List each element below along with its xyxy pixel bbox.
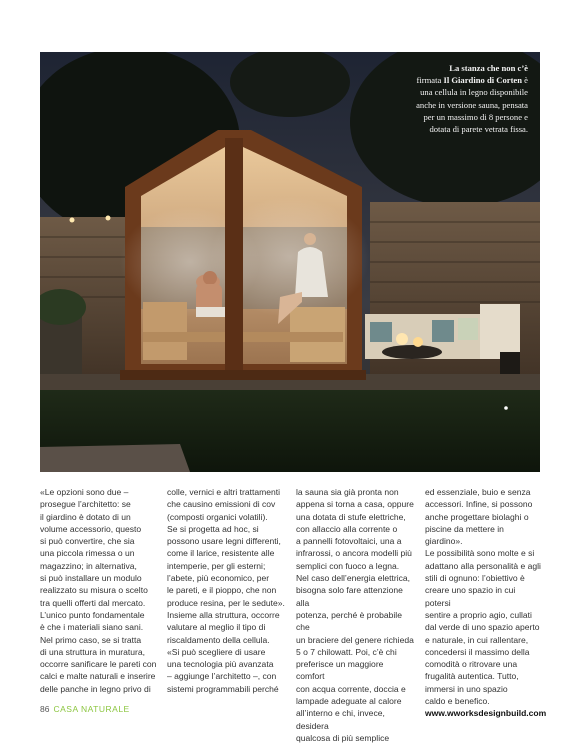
article-column-2 [167, 486, 285, 695]
article-column-1 [40, 486, 158, 695]
caption-brand: Il Giardino di Corten [443, 75, 523, 86]
column-text: ed essenziale, buio e senza accessori. Infine, si possono anche progettare biolaghi o piscine da mettere in giardino». Le possibilità sono molte e si adattano alla personalità e agli stili di ognuno: l’obiettivo è creare uno spazio in cui potersi sentire a proprio agio, cullati dal verde di uno spazio aperto e naturale, in cui rallentare, concedersi il massimo della comodità o ritrovare una frugalità autentica. Tutto, immersi in uno spazio caldo e benefico. [425, 487, 541, 707]
column-text: colle, vernici e altri trattamenti che causino emissioni di cov (composti organici volatili). Se si progetta ad hoc, si possono usare legni differenti, come il larice, resistente alle intemperie, per gli esterni; l’abete, più economico, per le pareti, e il pioppo, che non produce resina, per le sedute». Insieme alla struttura, occorre valutare al meglio il tipo di riscaldamento della cellula. «Si può scegliere di usare una tecnologia più avanzata – aggiunge l’architetto –, con sistemi programmabili perché [167, 487, 285, 694]
page-footer [40, 704, 130, 714]
caption-body: è una cellula in legno disponibile anche in versione sauna, pensata per un massimo di 8 persone e dotata di parete vetrata fissa. [416, 75, 528, 135]
article-column-3 [296, 486, 414, 744]
page-number: 86 [40, 704, 50, 714]
column-text: «Le opzioni sono due – prosegue l’architetto: se il giardino è dotato di un volume accessorio, questo si può convertire, che sia una piccola rimessa o un magazzino; in alternativa, si può installare un modulo realizzato su misura o scelto tra quelli offerti dal mercato. L’unico punto fondamentale è che i materiali siano sani. Nel primo caso, se si tratta di una struttura in muratura, occorre sanificare le pareti con calci e malte naturali e inserire delle panche in legno privo di [40, 487, 157, 694]
article-column-4 [425, 486, 547, 720]
caption-lead: La stanza che non c’è [449, 63, 528, 73]
column-text: la sauna sia già pronta non appena si torna a casa, oppure una dotata di stufe elettriche, con allaccio alla corrente o a pannelli fotovoltaici, una a infrarossi, o ancora modelli più semplici con fuoco a legna. Nel caso dell’energia elettrica, bisogna solo fare attenzione alla potenza, perché è probabile che un braciere del genere richieda 5 o 7 chilowatt. Poi, c’è chi preferisce un maggiore comfort con acqua corrente, doccia e lampade adeguate al calore all’interno e chi, invece, desidera qualcosa di più semplice [296, 487, 414, 743]
caption-line2: firmata [416, 75, 444, 86]
photo-caption [410, 62, 528, 135]
magazine-name: CASA NATURALE [53, 704, 130, 714]
website-link[interactable]: www.wworksdesignbuild.com [425, 708, 547, 719]
